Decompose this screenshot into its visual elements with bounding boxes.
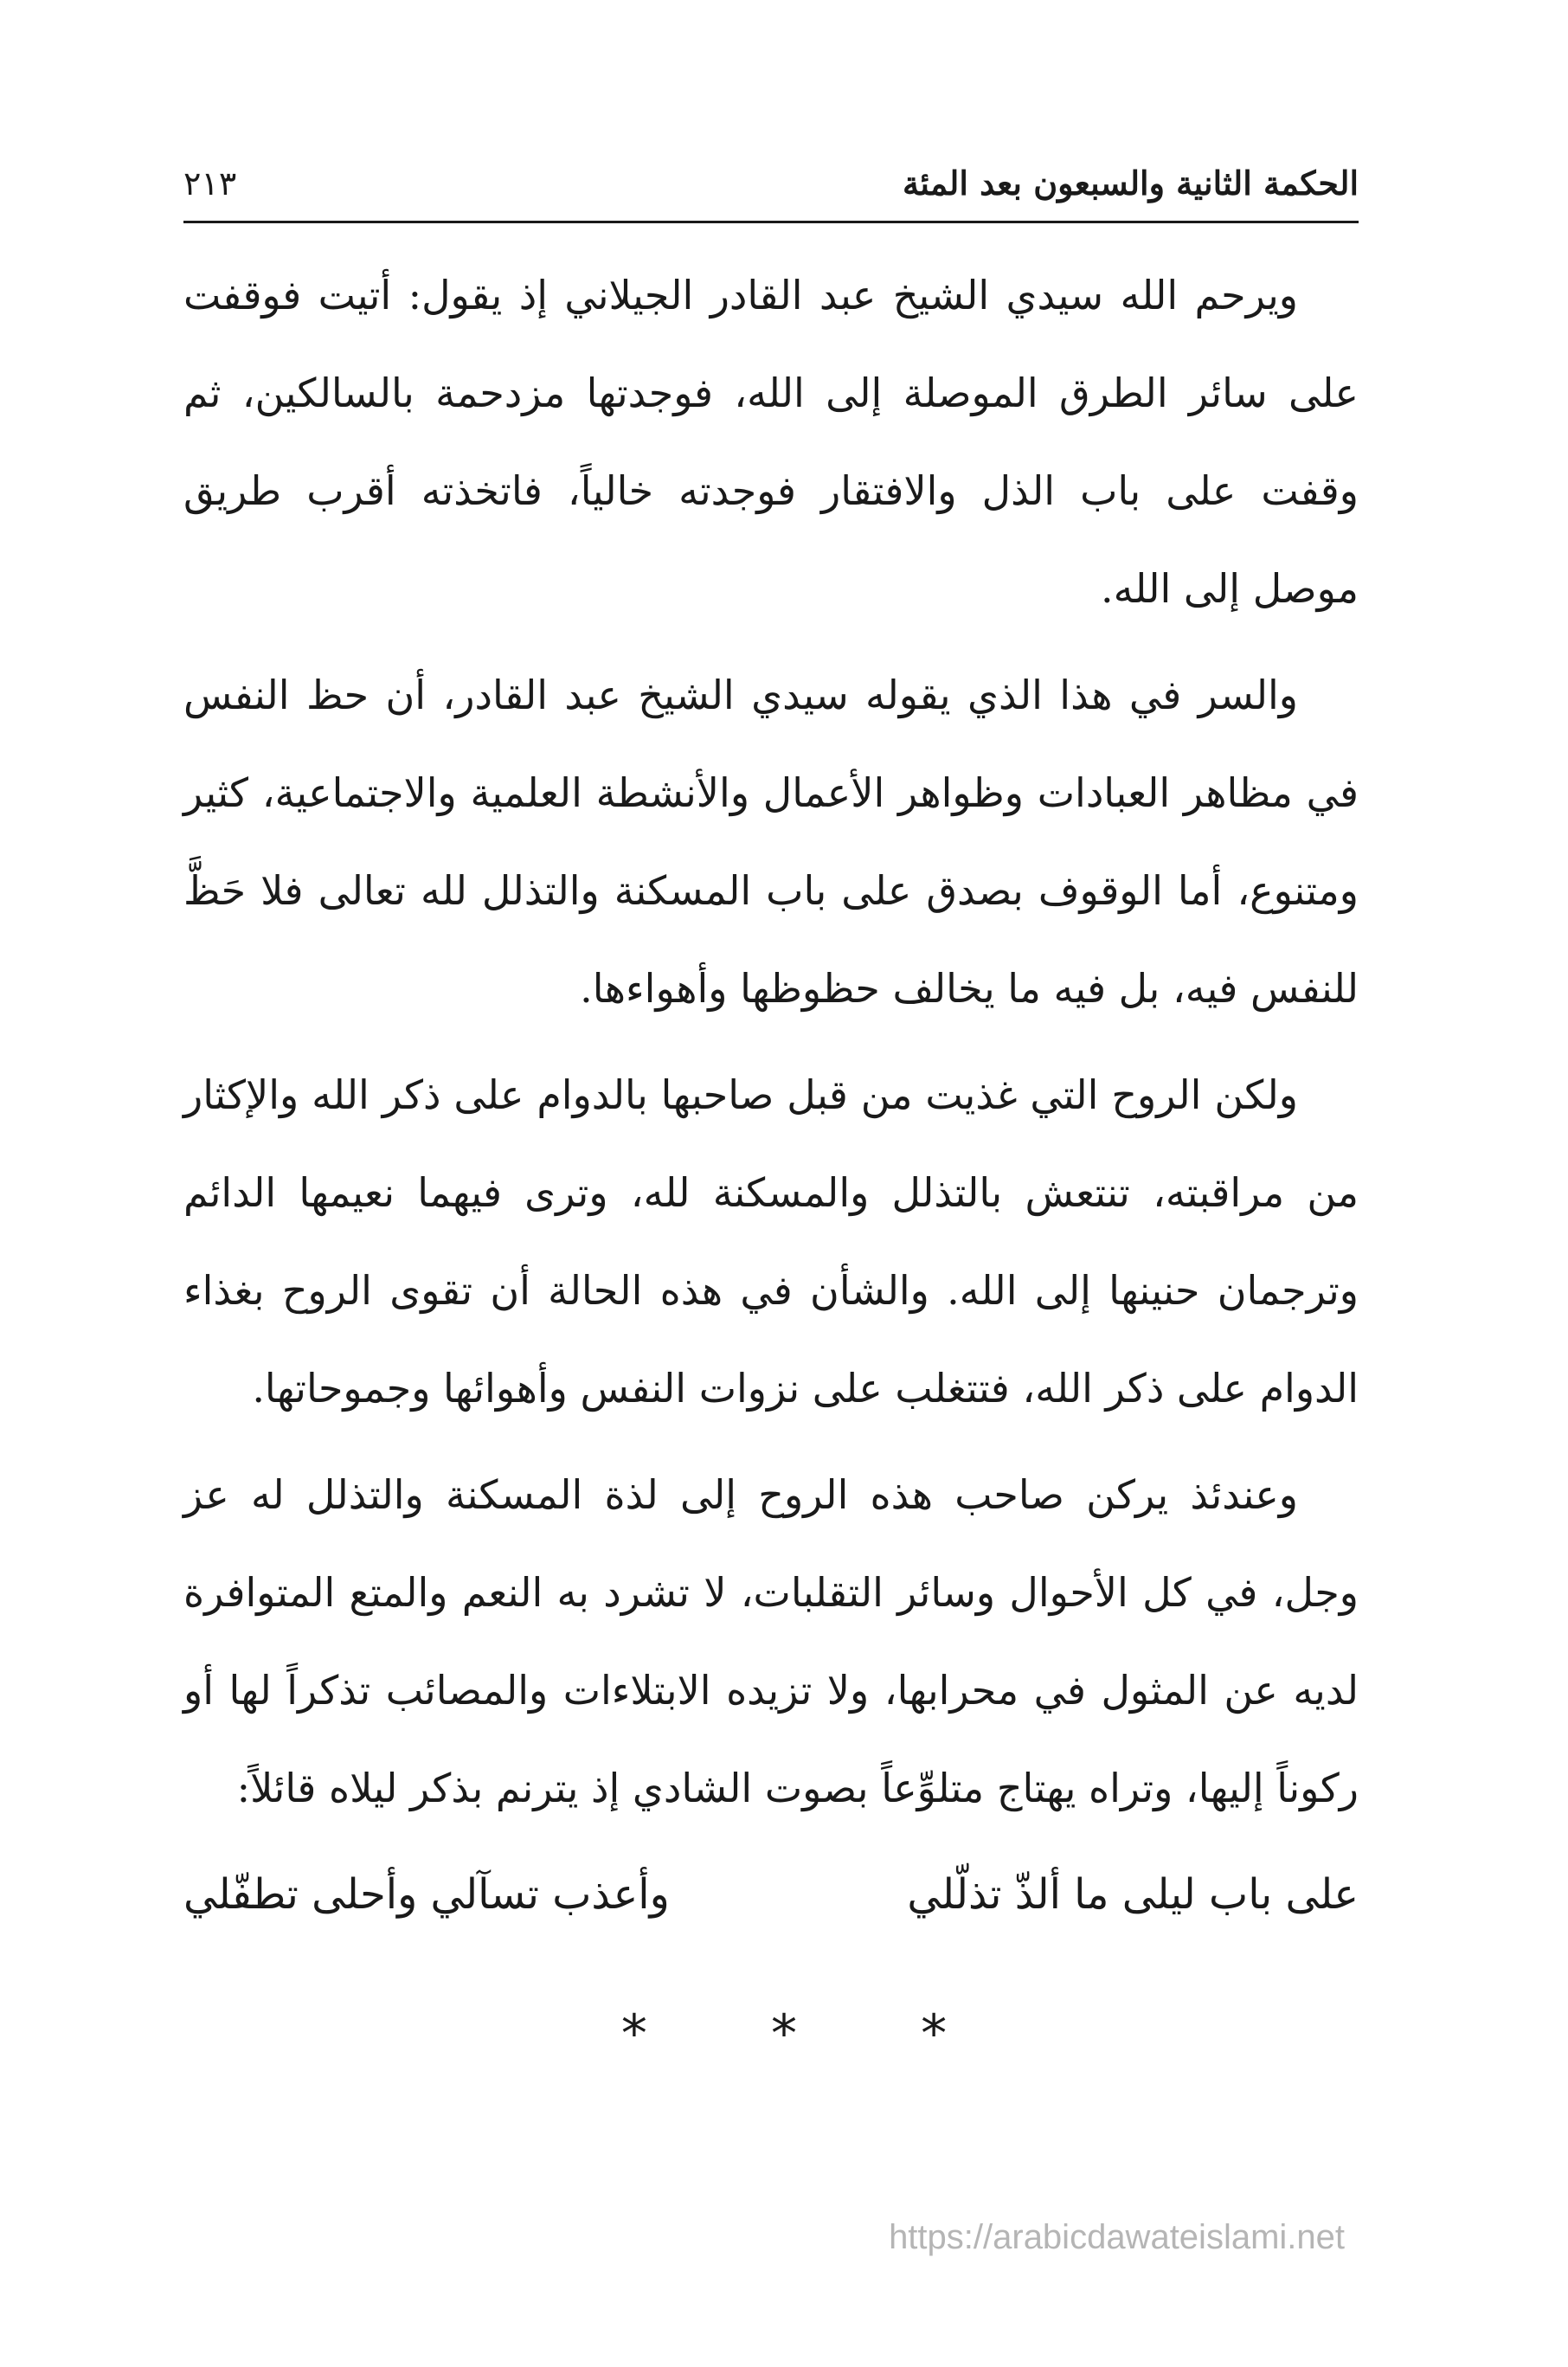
running-title: الحكمة الثانية والسبعون بعد المئة <box>902 164 1359 203</box>
page-body <box>183 247 1359 1944</box>
paragraph-4: وعندئذ يركن صاحب هذه الروح إلى لذة المسكنة والتذلل له عز وجل، في كل الأحوال وسائر التقلبات، لا تشرد به النعم والمتع المتوافرة لديه عن المثول في محرابها، ولا تزيده الابتلاءات والمصائب تذكراً لها أو ركوناً إليها، وتراه يهتاج متلوِّعاً بصوت الشادي إذ يترنم بذكر ليلاه قائلاً: <box>183 1471 1359 1811</box>
page-number: ٢١٣ <box>183 164 237 203</box>
verse-first-hemistich: على باب ليلى ما ألذّ تذلّلي <box>907 1870 1359 1919</box>
watermark-url: https://arabicdawateislami.net <box>889 2218 1345 2256</box>
header-rule <box>183 221 1359 223</box>
section-separator <box>0 1999 1568 2068</box>
paragraph-2: والسر في هذا الذي يقوله سيدي الشيخ عبد القادر، أن حظ النفس في مظاهر العبادات وظواهر الأعمال والأنشطة العلمية والاجتماعية، كثير ومتنوع، أما الوقوف بصدق على باب المسكنة والتذلل لله تعالى فلا حَظَّ للنفس فيه، بل فيه ما يخالف حظوظها وأهواءها. <box>183 672 1359 1012</box>
separator-asterisk: * <box>921 2004 948 2064</box>
paragraph-1: ويرحم الله سيدي الشيخ عبد القادر الجيلاني إذ يقول: أتيت فوقفت على سائر الطرق الموصلة إلى الله، فوجدتها مزدحمة بالسالكين، ثم وقفت على باب الذل والافتقار فوجدته خالياً، فاتخذته أقرب طريق موصل إلى الله. <box>183 272 1359 612</box>
page-header <box>183 154 1359 215</box>
poetry-verse <box>183 1846 1359 1944</box>
separator-asterisk: * <box>620 2004 647 2064</box>
verse-second-hemistich: وأعذب تسآلي وأحلى تطفّلي <box>183 1870 670 1919</box>
separator-asterisk: * <box>771 2004 797 2064</box>
paragraph-3: ولكن الروح التي غذيت من قبل صاحبها بالدوام على ذكر الله والإكثار من مراقبته، تنتعش بالتذلل والمسكنة لله، وترى فيهما نعيمها الدائم وترجمان حنينها إلى الله. والشأن في هذه الحالة أن تقوى الروح بغذاء الدوام على ذكر الله، فتتغلب على نزوات النفس وأهوائها وجموحاتها. <box>183 1071 1359 1412</box>
